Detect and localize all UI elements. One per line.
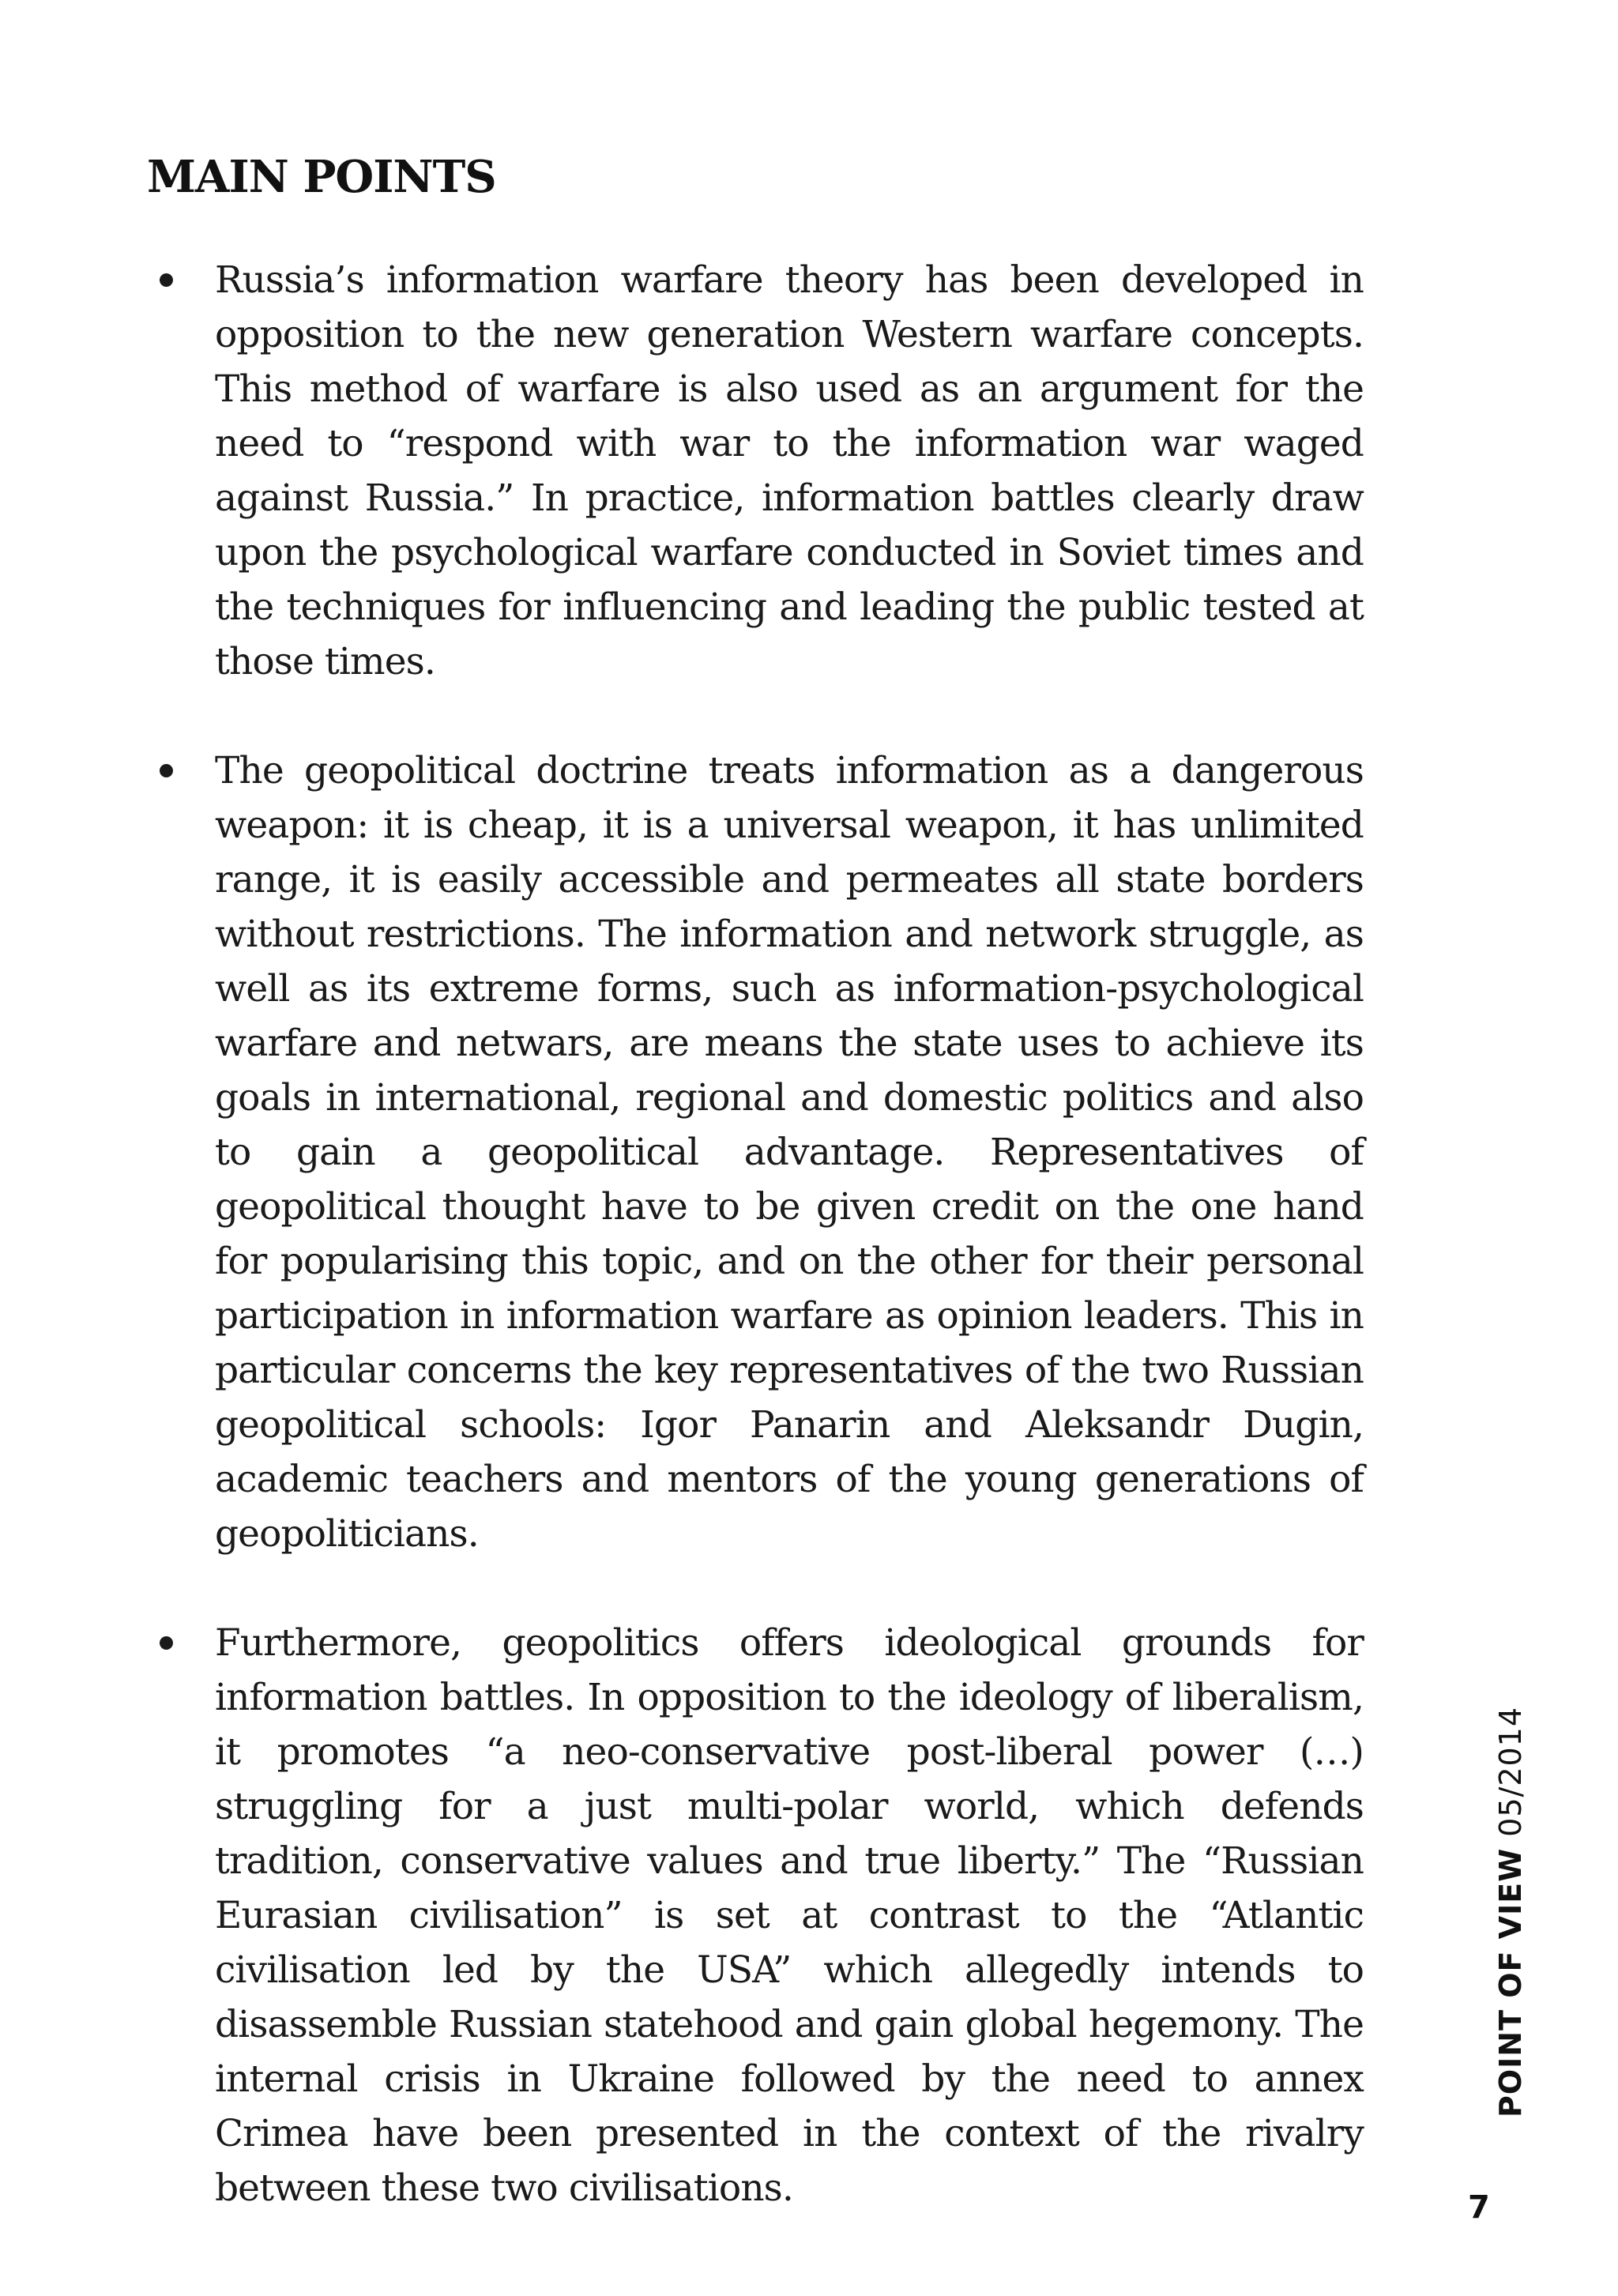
- point-text: The geopolitical doctrine treats information as a dangerous weapon: it is cheap, it is a universal weapon, it has unlimited range, it is easily accessible and permeates all state borders without restrictions. The information and network struggle, as well as its extreme forms, such as information-psychological warfare and netwars, are means the state uses to achieve its goals in international, regional and domestic politics and also to gain a geopolitical advantage. Representatives of geopolitical thought have to be given credit on the one hand for popularising this topic, and on the other for their personal participation in information warfare as opinion leaders. This in particular concerns the key representatives of the two Russian geopolitical schools: Igor Panarin and Aleksandr Dugin, academic teachers and mentors of the young generations of geopoliticians.: [215, 749, 1364, 1556]
- bullet-icon: [160, 1636, 173, 1650]
- section-heading: MAIN POINTS: [147, 151, 496, 203]
- series-label: [1493, 1707, 1528, 2117]
- point-text: Russia’s information warfare theory has been developed in opposition to the new generation Western warfare concepts. This method of warfare is also used as an argument for the need to “respond with war to the information war waged against Russia.” In practice, information battles clearly draw upon the psychological warfare conducted in Soviet times and the techniques for influencing and leading the public tested at those times.: [215, 258, 1364, 683]
- bullet-icon: [160, 273, 173, 287]
- series-issue: 05/2014: [1493, 1706, 1528, 1837]
- list-item: [147, 743, 1364, 1561]
- main-points-list: [147, 253, 1364, 2270]
- series-title: POINT OF VIEW: [1493, 1847, 1528, 2117]
- bullet-icon: [160, 764, 173, 777]
- list-item: [147, 1616, 1364, 2215]
- page-number: 7: [1468, 2189, 1490, 2226]
- point-text: Furthermore, geopolitics offers ideological grounds for information battles. In opposition to the ideology of liberalism, it promotes “a neo-conservative post-liberal power (…) struggling for a just multi-polar world, which defends tradition, conservative values and true liberty.” The “Russian Eurasian civilisation” is set at contrast to the “Atlantic civilisation led by the USA” which allegedly intends to disassemble Russian statehood and gain global hegemony. The internal crisis in Ukraine followed by the need to annex Crimea have been presented in the context of the rivalry between these two civilisations.: [215, 1621, 1364, 2210]
- list-item: [147, 253, 1364, 689]
